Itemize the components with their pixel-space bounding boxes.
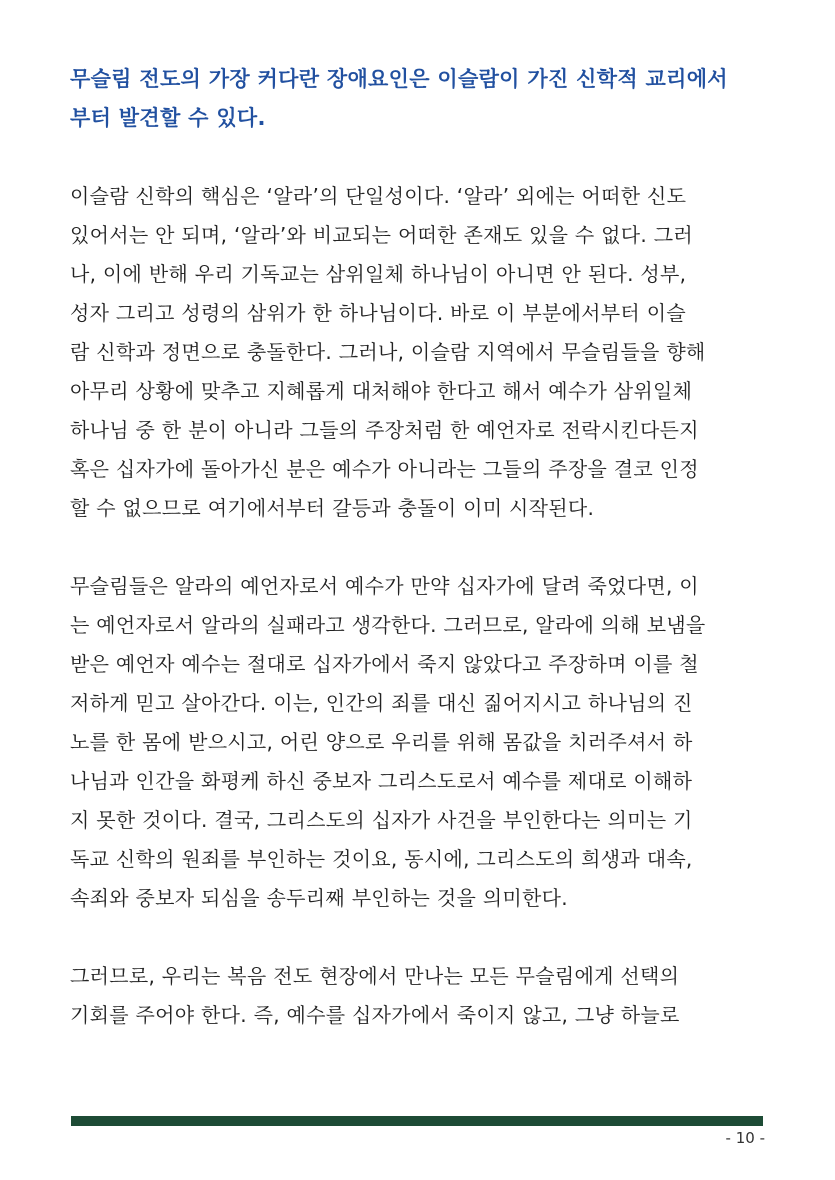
paragraph-line: 혹은 십자가에 돌아가신 분은 예수가 아니라는 그들의 주장을 결코 인정 — [70, 457, 699, 481]
paragraph-line: 하나님 중 한 분이 아니라 그들의 주장처럼 한 예언자로 전락시킨다든지 — [70, 418, 699, 442]
paragraph-line: 받은 예언자 예수는 절대로 십자가에서 죽지 않았다고 주장하며 이를 철 — [70, 652, 699, 676]
paragraph-line: 성자 그리고 성령의 삼위가 한 하나님이다. 바로 이 부분에서부터 이슬 — [70, 301, 686, 325]
paragraph-line: 람 신학과 정면으로 충돌한다. 그러나, 이슬람 지역에서 무슬림들을 향해 — [70, 340, 706, 364]
paragraph-line: 지 못한 것이다. 결국, 그리스도의 십자가 사건을 부인한다는 의미는 기 — [70, 808, 693, 832]
paragraph-line: 아무리 상황에 맞추고 지혜롭게 대처해야 한다고 해서 예수가 삼위일체 — [70, 379, 693, 403]
paragraph-line: 속죄와 중보자 되심을 송두리째 부인하는 것을 의미한다. — [70, 886, 568, 910]
paragraph-line: 저하게 믿고 살아간다. 이는, 인간의 죄를 대신 짊어지시고 하나님의 진 — [70, 691, 693, 715]
paragraph-line: 나, 이에 반해 우리 기독교는 삼위일체 하나님이 아니면 안 된다. 성부, — [70, 262, 687, 286]
paragraph-line: 기회를 주어야 한다. 즉, 예수를 십자가에서 죽이지 않고, 그냥 하늘로 — [70, 1003, 680, 1027]
paragraph-line: 독교 신학의 원죄를 부인하는 것이요, 동시에, 그리스도의 희생과 대속, — [70, 847, 693, 871]
paragraph-line: 그러므로, 우리는 복음 전도 현장에서 만나는 모든 무슬림에게 선택의 — [70, 964, 680, 988]
section-heading — [70, 60, 763, 138]
paragraph-3 — [70, 957, 763, 1035]
paragraph-line: 노를 한 몸에 받으시고, 어린 양으로 우리를 위해 몸값을 치러주셔서 하 — [70, 730, 693, 754]
heading-line: 부터 발견할 수 있다. — [70, 106, 266, 130]
paragraph-line: 무슬림들은 알라의 예언자로서 예수가 만약 십자가에 달려 죽었다면, 이 — [70, 574, 699, 598]
paragraph-line: 할 수 없으므로 여기에서부터 갈등과 충돌이 이미 시작된다. — [70, 496, 595, 520]
paragraph-line: 있어서는 안 되며, ‘알라’와 비교되는 어떠한 존재도 있을 수 없다. 그러 — [70, 223, 693, 247]
paragraph-1 — [70, 177, 763, 528]
heading-line: 무슬림 전도의 가장 커다란 장애요인은 이슬람이 가진 신학적 교리에서 — [70, 67, 728, 91]
page-number: - 10 - — [725, 1129, 765, 1147]
paragraph-2 — [70, 567, 763, 918]
paragraph-line: 는 예언자로서 알라의 실패라고 생각한다. 그러므로, 알라에 의해 보냄을 — [70, 613, 706, 637]
footer-divider-bar — [71, 1116, 763, 1126]
document-body — [70, 60, 763, 1035]
paragraph-line: 나님과 인간을 화평케 하신 중보자 그리스도로서 예수를 제대로 이해하 — [70, 769, 693, 793]
paragraph-line: 이슬람 신학의 핵심은 ‘알라’의 단일성이다. ‘알라’ 외에는 어떠한 신도 — [70, 184, 687, 208]
